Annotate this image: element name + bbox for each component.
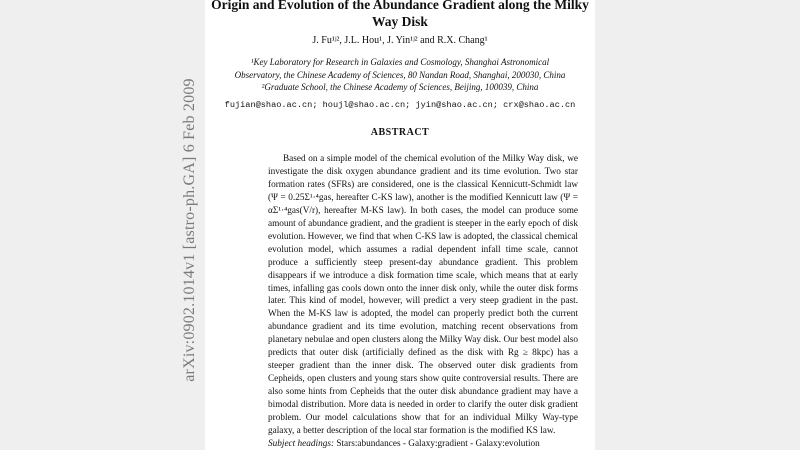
abstract-text: Based on a simple model of the chemical evolution of the Milky Way disk, we investigate the disk oxygen abundance gradient and its time evolution. Two star formation rates (SFRs) are considered, one is the classical Kennicutt-Schmidt law (Ψ = 0.25Σ¹·⁴gas, hereafter C-KS law), another is the modified Kennicutt law (Ψ = αΣ¹·⁴gas(V/r), hereafter M-KS law). In both cases, the model can produce some amount of abundance gradient, and the gradient is steeper in the early epoch of disk evolution. However, we find that when C-KS law is adopted, the classical chemical evolution model, which assumes a radial dependent infall time scale, cannot produce a sufficiently steep present-day abundance gradient. This problem disappears if we introduce a disk formation time scale, which means that at early times, infalling gas cools down onto the inner disk only, while the outer disk forms later. This kind of model, however, will predict a very steep gradient in the past. When the M-KS law is adopted, the model can properly predict both the current abundance gradient and its time evolution, matching recent observations from planetary nebulae and open clusters along the Milky Way disk. Our best model also predicts that outer disk (artificially defined as the disk with Rg ≥ 8kpc) has a steeper gradient than the inner disk. The observed outer disk gradients from Cepheids, open clusters and young stars show quite controversial results. There are also some hints from Cepheids that the outer disk abundance gradient may have a bimodal distribution. More data is needed in order to clarify the outer disk gradient problem. Our model calculations show that for an individual Milky Way-type galaxy, a better description of the local star formation is the modified KS law. <box>268 154 578 437</box>
affiliation-line: Observatory, the Chinese Academy of Sciences, 80 Nandan Road, Shanghai, 200030, China <box>234 69 566 80</box>
paper-title: Origin and Evolution of the Abundance Gradient along the Milky Way Disk <box>211 0 589 29</box>
affiliation-line: ¹Key Laboratory for Research in Galaxies and Cosmology, Shanghai Astronomical <box>250 57 550 67</box>
subject-headings <box>268 439 588 449</box>
abstract-heading: ABSTRACT <box>370 127 430 138</box>
subject-headings-list: Stars:abundances - Galaxy:gradient - Galaxy:evolution <box>336 439 540 449</box>
subject-headings-label: Subject headings: <box>268 439 335 449</box>
affiliations <box>205 56 595 94</box>
author-list: J. Fu¹ʲ², J.L. Hou¹, J. Yin¹ʲ² and R.X. Chang¹ <box>312 35 488 46</box>
affiliation-line: ²Graduate School, the Chinese Academy of Sciences, Beijing, 100039, China <box>261 82 539 92</box>
author-emails: fujian@shao.ac.cn; houjl@shao.ac.cn; jyin@shao.ac.cn; crx@shao.ac.cn <box>224 100 576 110</box>
paper-page <box>205 0 595 450</box>
arxiv-stamp: arXiv:0902.1014v1 [astro-ph.GA] 6 Feb 2009 <box>181 78 198 382</box>
